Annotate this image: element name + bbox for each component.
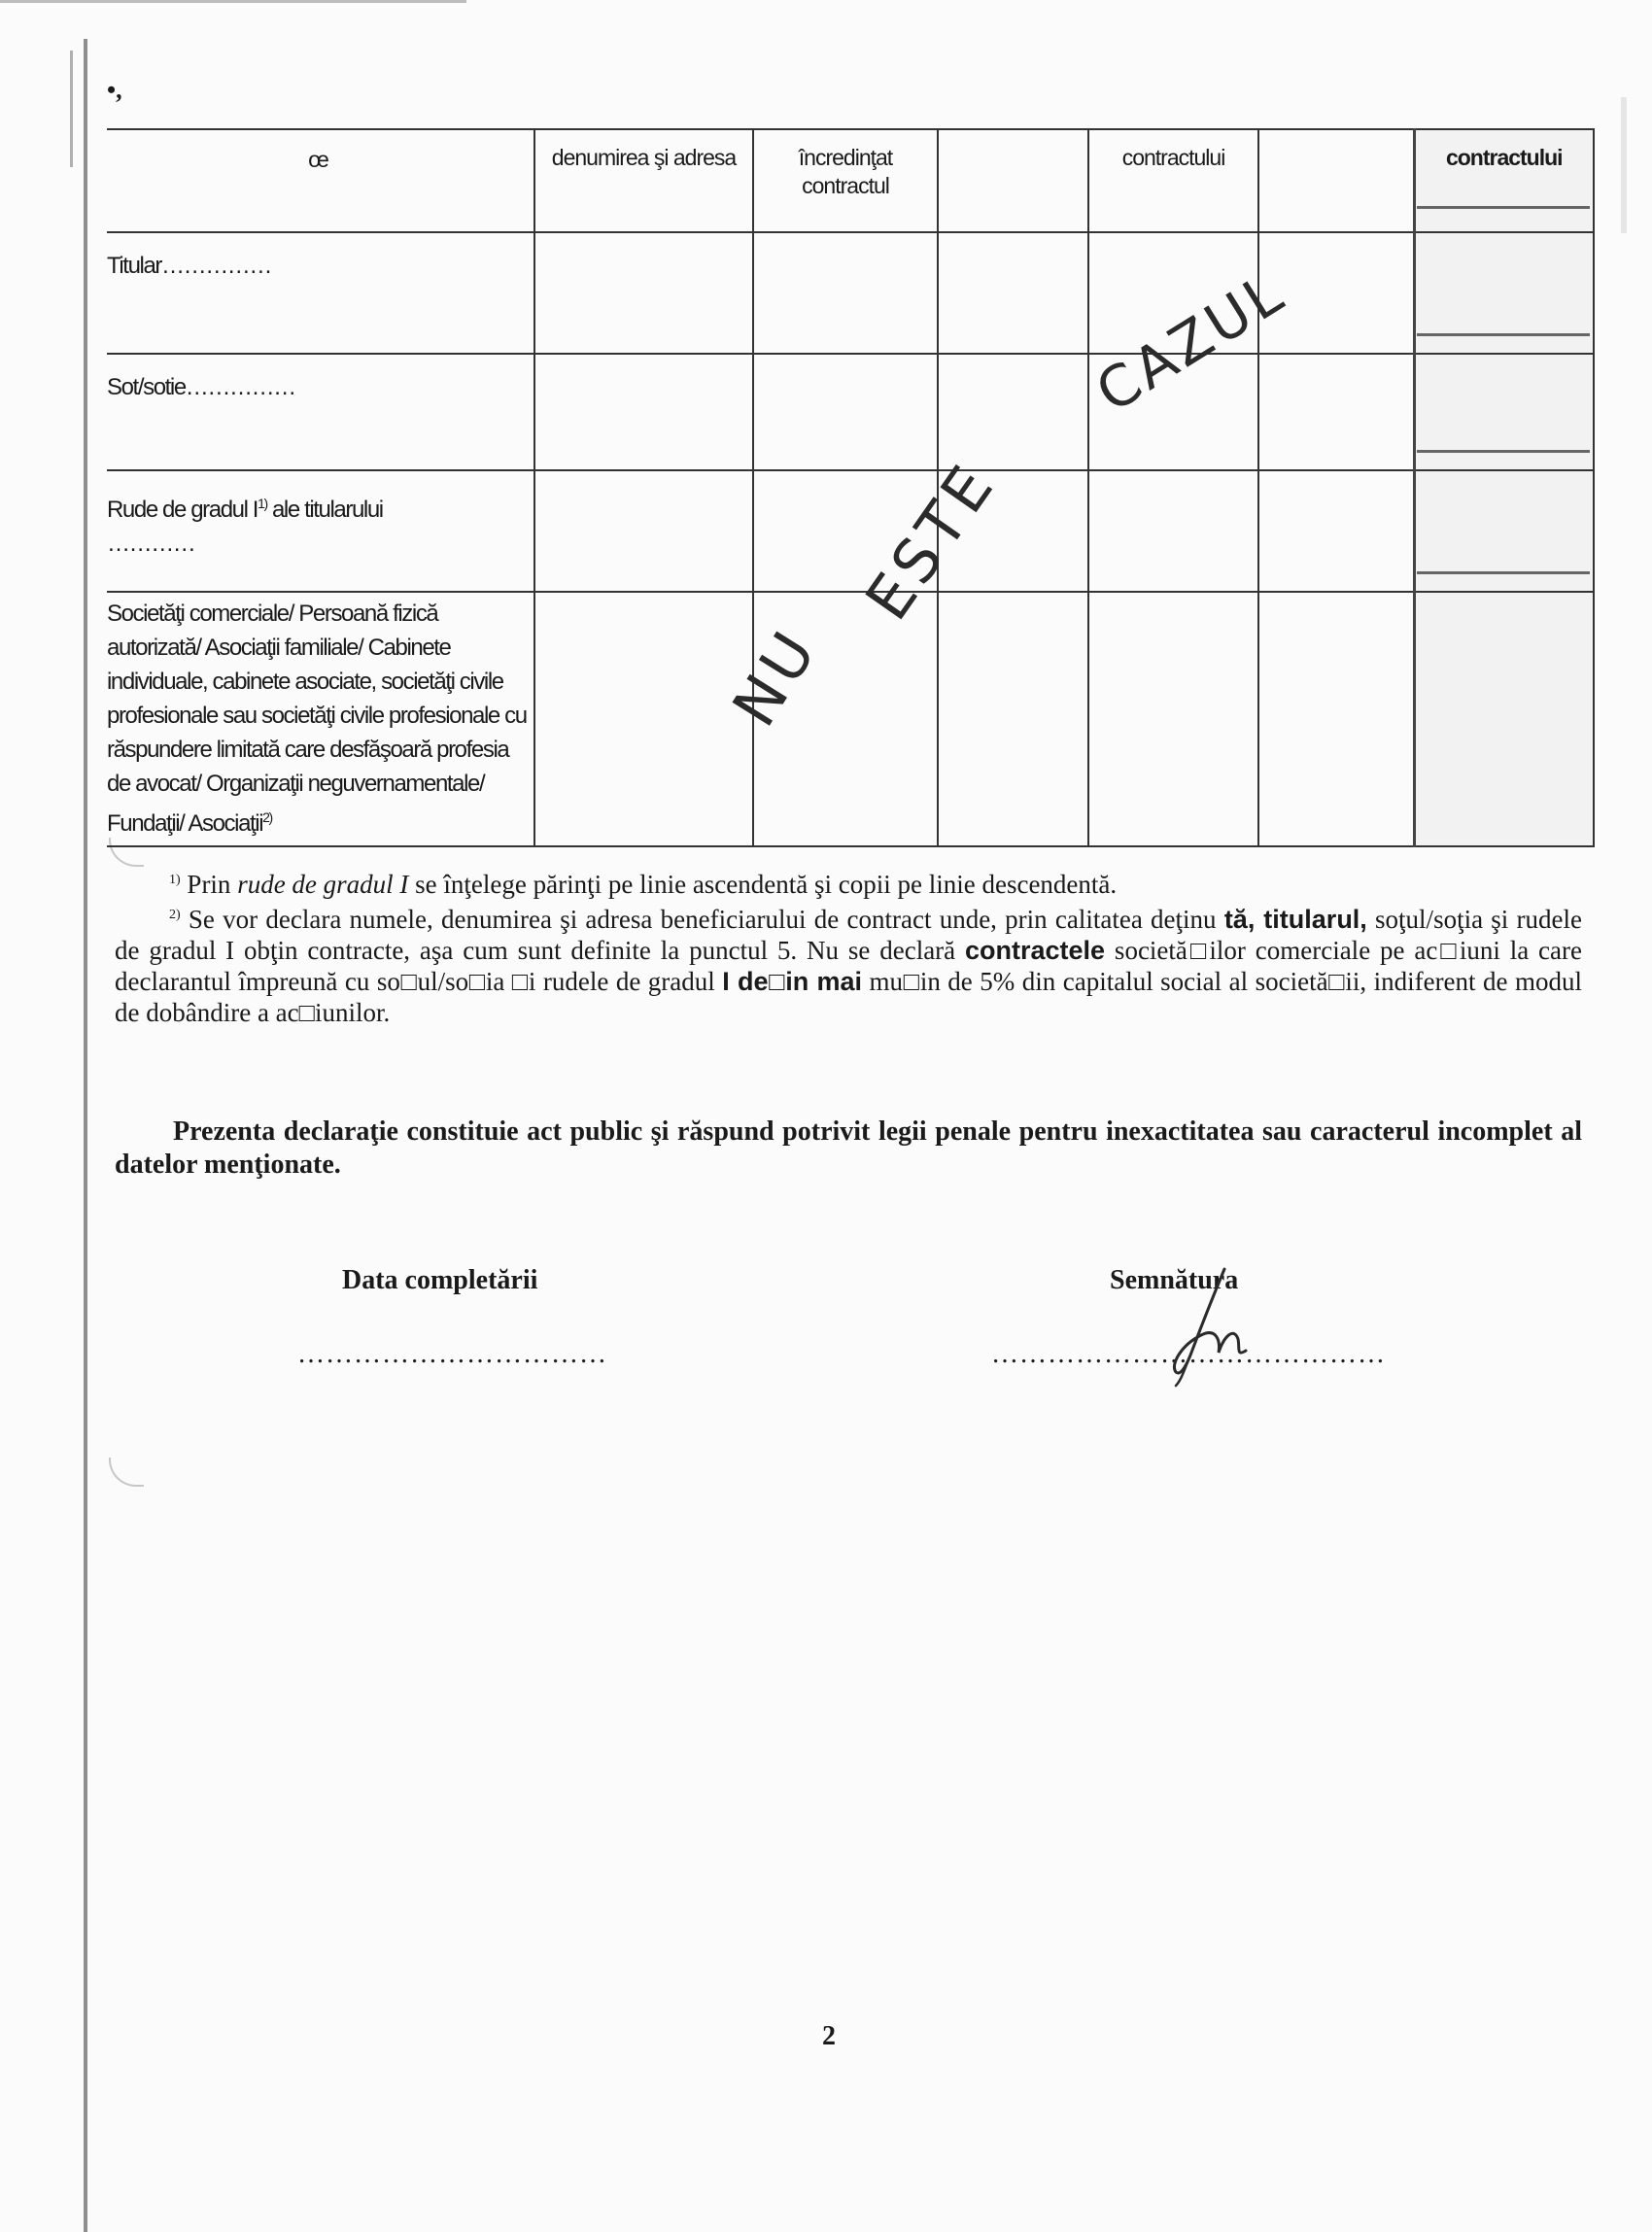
- page-number: 2: [822, 2021, 836, 2051]
- handwritten-nu: NU: [718, 615, 833, 738]
- scan-edge-right: [1621, 97, 1627, 233]
- cell: [534, 470, 753, 592]
- footnote-1-mark: 1): [169, 873, 181, 887]
- footnote-2-mark: 2): [169, 908, 181, 922]
- cell: [1088, 470, 1258, 592]
- table-row: [107, 232, 1594, 354]
- shaded-row-separator: [1417, 450, 1590, 453]
- rude-footnote-ref: 1): [258, 496, 267, 511]
- rude-dots: …………: [107, 531, 195, 557]
- row-label-rude: [107, 470, 534, 592]
- cell: [1088, 592, 1258, 846]
- cell: [938, 354, 1088, 470]
- cell: [1258, 592, 1414, 846]
- date-label: Data completării: [342, 1265, 538, 1295]
- shaded-row-separator: [1417, 571, 1590, 574]
- declaration-statement: [115, 1116, 1582, 1182]
- header-cell-contract-value: contractului: [1414, 129, 1594, 232]
- handwritten-este: ESTE: [851, 449, 1011, 633]
- rude-text-end: ale titularului: [266, 497, 383, 523]
- footnote-2-text: Se vor declara numele, denumirea şi adresa beneficiarului de contract unde, prin calitatea deţinu: [180, 905, 1217, 934]
- footnote-1-text: Prin: [180, 870, 238, 899]
- cell: [753, 354, 938, 470]
- table-header-row: [107, 129, 1594, 232]
- handwritten-signature: [1156, 1263, 1273, 1390]
- cell: [534, 354, 753, 470]
- footnote-2-bold: tă, titularul,: [1223, 905, 1367, 934]
- row-label-titular: Titular……………: [107, 232, 534, 354]
- header-cell-label: œ: [107, 129, 534, 232]
- date-field: ……………………………: [297, 1339, 607, 1369]
- footnotes: [115, 865, 1582, 1028]
- row-label-societati: [107, 592, 534, 846]
- footnote-2-bold: I de□in mai: [722, 967, 863, 996]
- table-row: [107, 470, 1594, 592]
- rude-text: Rude de gradul I: [107, 497, 258, 523]
- footnote-1-text-end: se înţelege părinţi pe linie ascendentă şi copii pe linie descendentă.: [408, 870, 1118, 899]
- scan-edge-left-fold: [70, 51, 73, 167]
- shaded-row-separator: [1417, 333, 1590, 336]
- contracts-table: [107, 128, 1595, 847]
- cell: [1414, 592, 1594, 846]
- header-cell-contract: contractului: [1088, 129, 1258, 232]
- row-label-sot: Sot/sotie……………: [107, 354, 534, 470]
- declaration-text: Prezenta declaraţie constituie act public şi răspund potrivit legii penale pentru inexactitatea sau caracterul incomplet al datelor menţionate.: [115, 1116, 1582, 1180]
- header-cell-5: [1258, 129, 1414, 232]
- footnote-2-bold: contractele: [965, 936, 1106, 965]
- societati-footnote-ref: 2): [262, 809, 272, 825]
- table-row: [107, 354, 1594, 470]
- footnote-1: [115, 865, 1582, 900]
- scan-edge-top: [0, 0, 466, 3]
- societati-text: Societăţi comerciale/ Persoană fizică autorizată/ Asociaţii familiale/ Cabinete individuale, cabinete asociate, societăţi civile profesionale sau societăţi civile profesionale cu răspundere limitată care desfăşoară profesia de avocat/ Organizaţii neguvernamentale/ Fundaţii/ Asociaţii: [107, 601, 527, 837]
- cell: [534, 232, 753, 354]
- header-cell-entrusted: încredinţat contractul: [753, 129, 938, 232]
- cell: [938, 232, 1088, 354]
- cell: [938, 592, 1088, 846]
- cell: [1414, 354, 1594, 470]
- punch-hole-mark: [109, 1458, 144, 1487]
- footnote-2: [115, 900, 1582, 1028]
- header-cell-name-address: denumirea şi adresa: [534, 129, 753, 232]
- shaded-row-separator: [1417, 206, 1590, 209]
- cell: [1258, 354, 1414, 470]
- table-row: [107, 592, 1594, 846]
- footnote-2-text-end: mu□in de 5% din capitalul social al societă□ii, indiferent de modul de dobândire a ac□iunilor.: [115, 967, 1582, 1027]
- top-mark: •,: [107, 76, 122, 104]
- header-cell-3: [938, 129, 1088, 232]
- footnote-2-text: soţul/soţia şi rudele de gradul I obţin contracte, aşa cum sunt definite la punctul 5. Nu se declară: [115, 905, 1583, 965]
- cell: [753, 232, 938, 354]
- signature-label: Semnătura: [1110, 1265, 1239, 1295]
- scan-edge-left: [84, 39, 87, 2232]
- footnote-1-term: rude de gradul I: [237, 870, 409, 899]
- cell: [1258, 470, 1414, 592]
- signature-field: ……………………………………: [991, 1339, 1386, 1369]
- footnote-2-text: societă□ilor comerciale pe ac□iuni la care declarantul împreună cu so□ul/so□ia □i rudele de gradul: [115, 936, 1582, 996]
- handwritten-cazul: CAZUL: [1084, 258, 1297, 426]
- cell: [534, 592, 753, 846]
